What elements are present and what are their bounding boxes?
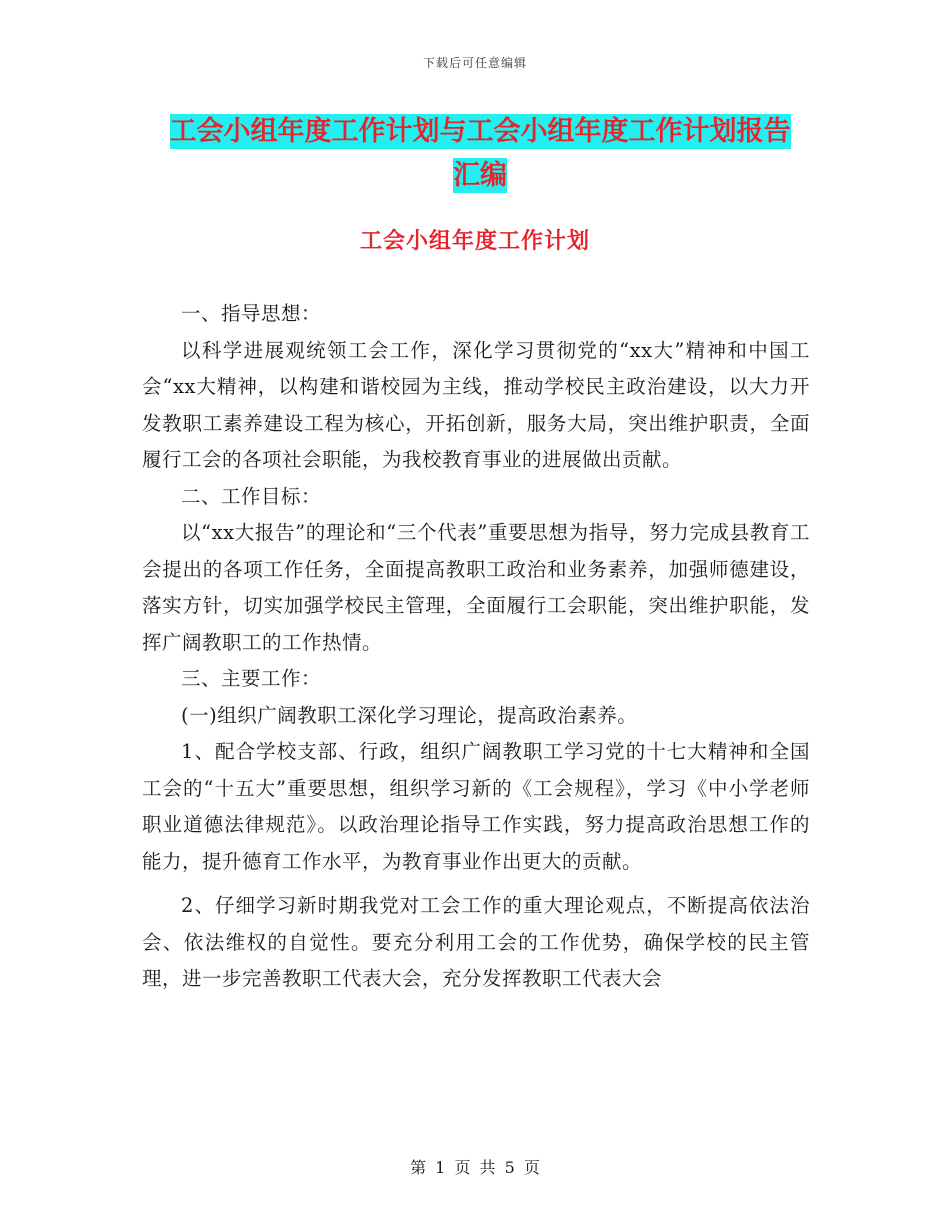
paragraph-heading-guiding-thought: 一、指导思想：: [181, 302, 322, 325]
paragraph: 以科学进展观统领工会工作，深化学习贯彻党的“xx大”精神和中国工会“xx大精神，以构建和谐校园为主线，推动学校民主政治建设，以大力开发教职工素养建设工程为核心，开拓创新，服务大局，突出维护职责，全面履行工会的各项社会职能，为我校教育事业的进展做出贡献。: [142, 338, 810, 471]
document-body: [142, 296, 810, 998]
paragraph: 1、配合学校支部、行政，组织广阔教职工学习党的十七大精神和全国工会的“十五大”重要思想，组织学习新的《工会规程》，学习《中小学老师职业道德法律规范》。以政治理论指导工作实践，努力提高政治思想工作的能力，提升德育工作水平，为教育事业作出更大的贡献。: [142, 740, 810, 873]
header-note: 下载后可任意编辑: [422, 56, 527, 70]
paragraph: 以“xx大报告”的理论和“三个代表”重要思想为指导，努力完成县教育工会提出的各项工作任务，全面提高教职工政治和业务素养，加强师德建设，落实方针，切实加强学校民主管理，全面履行工会职能，突出维护职能，发挥广阔教职工的工作热情。: [142, 521, 810, 654]
paragraph: 2、仔细学习新时期我党对工会工作的重大理论观点，不断提高依法治会、依法维权的自觉性。要充分利用工会的工作优势，确保学校的民主管理，进一步完善教职工代表大会，充分发挥教职工代表大会: [142, 894, 810, 990]
paragraph-subheading: (一)组织广阔教职工深化学习理论，提高政治素养。: [181, 703, 638, 727]
section-title: 工会小组年度工作计划: [359, 228, 590, 254]
paragraph-heading-main-work: 三、主要工作：: [181, 667, 322, 690]
page-footer: 第 1 页 共 5 页: [410, 1158, 540, 1177]
document-title-line-1: 工会小组年度工作计划与工会小组年度工作计划报告: [169, 116, 791, 147]
document-title: [140, 110, 820, 198]
document-title-line-2: 汇编: [453, 160, 507, 191]
paragraph-heading-work-goals: 二、工作目标：: [181, 484, 322, 508]
